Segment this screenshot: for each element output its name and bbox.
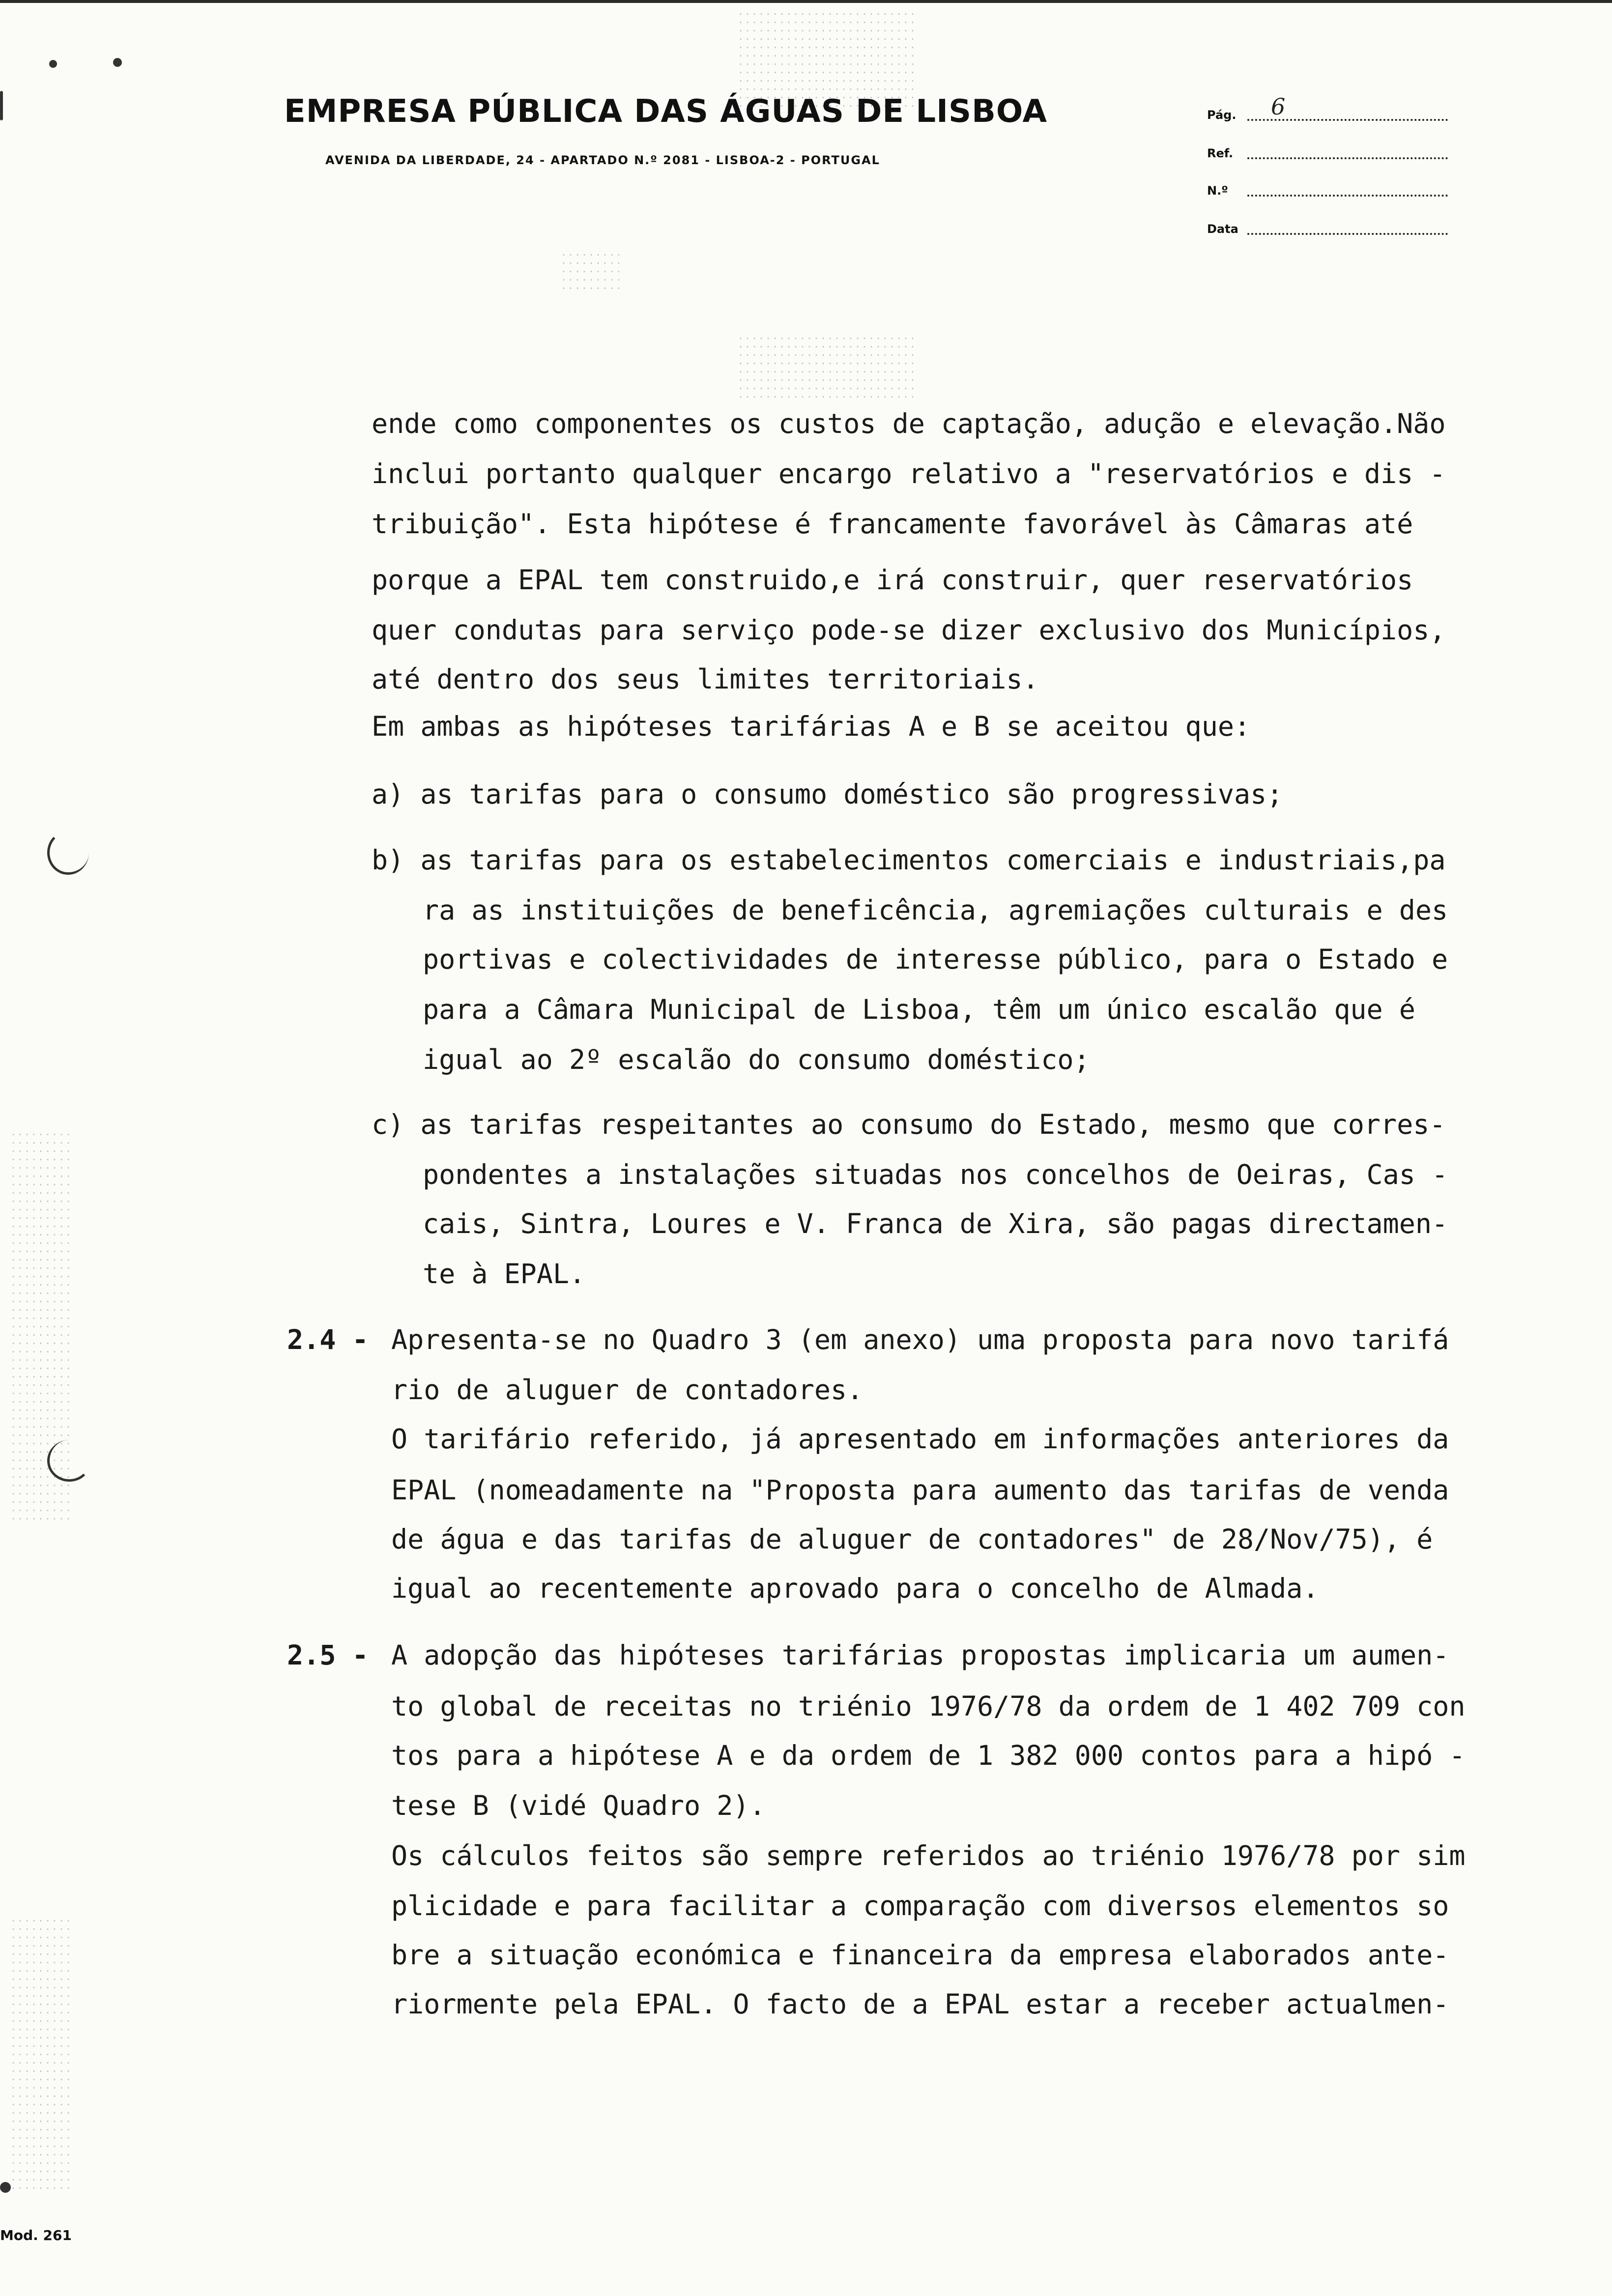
text-line: igual ao recentemente aprovado para o concelho de Almada. bbox=[391, 1573, 1319, 1604]
text-line: te à EPAL. bbox=[423, 1258, 586, 1290]
text-line: quer condutas para serviço pode-se dizer exclusivo dos Municípios, bbox=[372, 614, 1446, 646]
scan-noise bbox=[737, 334, 914, 403]
company-name: EMPRESA PÚBLICA DAS ÁGUAS DE LISBOA bbox=[284, 93, 1048, 130]
text-line: riormente pela EPAL. O facto de a EPAL estar a receber actualmen- bbox=[391, 1988, 1449, 2020]
meta-ref-row bbox=[1207, 135, 1448, 164]
text-line: Apresenta-se no Quadro 3 (em anexo) uma proposta para novo tarifá bbox=[391, 1324, 1449, 1355]
text-line: Em ambas as hipóteses tarifárias A e B se aceitou que: bbox=[372, 711, 1251, 742]
form-model-number: Mod. 261 bbox=[0, 2227, 72, 2243]
text-line: ende como componentes os custos de captação, adução e elevação.Não bbox=[372, 408, 1446, 439]
text-line: igual ao 2º escalão do consumo doméstico; bbox=[423, 1044, 1090, 1075]
punch-hole-mark bbox=[47, 831, 89, 875]
scan-noise bbox=[10, 1917, 74, 2192]
text-line: plicidade e para facilitar a comparação com diversos elementos so bbox=[391, 1890, 1449, 1922]
meta-date-line bbox=[1247, 233, 1448, 235]
text-line: b) as tarifas para os estabelecimentos comerciais e industriais,pa bbox=[372, 844, 1446, 876]
top-edge-rule bbox=[0, 0, 1612, 3]
meta-page-row bbox=[1207, 93, 1448, 126]
text-line: cais, Sintra, Loures e V. Franca de Xira, são pagas directamen- bbox=[423, 1208, 1448, 1239]
text-line: pondentes a instalações situadas nos concelhos de Oeiras, Cas - bbox=[423, 1159, 1448, 1190]
text-line: EPAL (nomeadamente na "Proposta para aumento das tarifas de venda bbox=[391, 1474, 1449, 1506]
scan-noise bbox=[560, 251, 619, 290]
text-line: O tarifário referido, já apresentado em informações anteriores da bbox=[391, 1423, 1449, 1455]
text-line: até dentro dos seus limites territoriais. bbox=[372, 663, 1039, 695]
meta-page-label: Pág. bbox=[1207, 108, 1237, 122]
section-number: 2.5 - bbox=[287, 1639, 369, 1671]
text-line: a) as tarifas para o consumo doméstico são progressivas; bbox=[372, 778, 1283, 810]
text-line: tribuição". Esta hipótese é francamente favorável às Câmaras até bbox=[372, 508, 1413, 540]
meta-date-row bbox=[1207, 210, 1448, 240]
text-line: to global de receitas no triénio 1976/78 da ordem de 1 402 709 con bbox=[391, 1691, 1466, 1722]
text-line: para a Câmara Municipal de Lisboa, têm um único escalão que é bbox=[423, 994, 1415, 1025]
meta-ref-line bbox=[1247, 157, 1448, 159]
text-line: A adopção das hipóteses tarifárias propostas implicaria um aumen- bbox=[391, 1639, 1449, 1671]
text-line: ra as instituições de beneficência, agremiações culturais e des bbox=[423, 894, 1448, 926]
text-line: de água e das tarifas de aluguer de contadores" de 28/Nov/75), é bbox=[391, 1523, 1433, 1555]
text-line: tos para a hipótese A e da ordem de 1 382 000 contos para a hipó - bbox=[391, 1740, 1466, 1771]
meta-number-line bbox=[1247, 195, 1448, 197]
meta-date-label: Data bbox=[1207, 222, 1238, 236]
section-number: 2.4 - bbox=[287, 1324, 369, 1355]
margin-mark bbox=[0, 91, 3, 120]
meta-ref-label: Ref. bbox=[1207, 146, 1234, 160]
margin-mark bbox=[49, 60, 57, 68]
meta-number-label: N.º bbox=[1207, 184, 1228, 198]
meta-page-value: 6 bbox=[1271, 93, 1286, 120]
text-line: portivas e colectividades de interesse público, para o Estado e bbox=[423, 944, 1448, 975]
text-line: tese B (vidé Quadro 2). bbox=[391, 1790, 766, 1821]
company-address: AVENIDA DA LIBERDADE, 24 - APARTADO N.º 2081 - LISBOA-2 - PORTUGAL bbox=[325, 153, 880, 167]
text-line: inclui portanto qualquer encargo relativo a "reservatórios e dis - bbox=[372, 458, 1446, 489]
margin-mark bbox=[0, 2182, 11, 2193]
text-line: rio de aluguer de contadores. bbox=[391, 1374, 864, 1406]
meta-number-row bbox=[1207, 172, 1448, 201]
text-line: Os cálculos feitos são sempre referidos ao triénio 1976/78 por sim bbox=[391, 1840, 1466, 1871]
text-line: c) as tarifas respeitantes ao consumo do Estado, mesmo que corres- bbox=[372, 1109, 1446, 1140]
text-line: porque a EPAL tem construido,e irá construir, quer reservatórios bbox=[372, 564, 1413, 596]
margin-mark bbox=[113, 58, 122, 67]
punch-hole-mark bbox=[47, 1440, 91, 1482]
text-line: bre a situação económica e financeira da empresa elaborados ante- bbox=[391, 1939, 1449, 1971]
